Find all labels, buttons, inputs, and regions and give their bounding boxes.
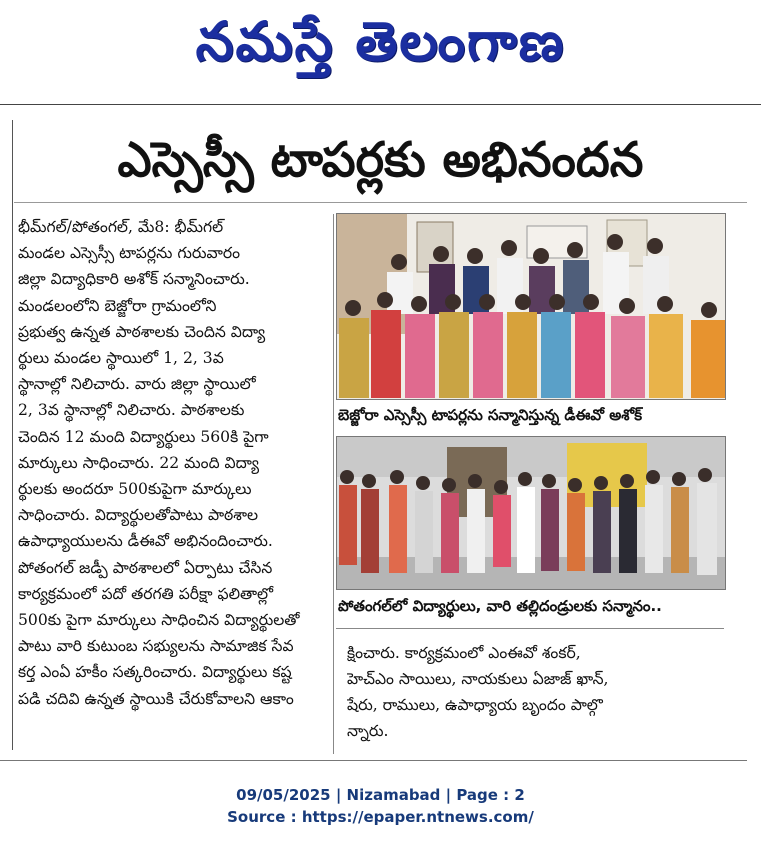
body-line: జిల్లా విద్యాధికారి అశోక్ సన్మానించారు. — [18, 270, 250, 289]
masthead — [0, 0, 761, 80]
body-line: చెందిన 12 మంది విద్యార్థులు 560కి పైగా — [18, 427, 269, 446]
body-line: ప్రభుత్వ ఉన్నత పాఠశాలకు చెందిన విద్యా — [18, 322, 266, 341]
body-line: కర్త ఎంఏ హకీం సత్కరించారు. విద్యార్థులు కష్ట — [18, 663, 292, 682]
body-line: మార్కులు సాధించారు. 22 మంది విద్యా — [18, 453, 259, 472]
column-divider — [333, 214, 334, 754]
headline-divider — [14, 202, 747, 203]
body-line: న్నారు. — [347, 722, 389, 740]
body-line: ఉపాధ్యాయులను డీఈవో అభినందించారు. — [18, 532, 273, 551]
body-line: షేరు, రాములు, ఉపాధ్యాయ బృందం పాల్గొ — [347, 696, 603, 714]
body-line: 500కు పైగా మార్కులు సాధించిన విద్యార్థులతో — [18, 611, 300, 630]
body-line: 2, 3వ స్థానాల్లో నిలిచారు. పాఠశాలకు — [18, 401, 245, 420]
body-line: కార్యక్రమంలో పదో తరగతి పరీక్షా ఫలితాల్లో — [18, 584, 274, 603]
body-line: ర్థులకు అందరూ 500కుపైగా మార్కులు — [18, 480, 252, 499]
body-line: పాటు వారి కుటుంబ సభ్యులను సామాజిక సేవ — [18, 637, 294, 656]
photo-pothangal-felicitation — [336, 436, 726, 590]
body-line: భీమ్‌గల్/పోతంగల్, మే8: భీమ్‌గల్ — [18, 218, 224, 236]
source-link[interactable]: Source : https://epaper.ntnews.com/ — [227, 808, 534, 826]
body-line: పడి చదివి ఉన్నత స్థాయికి చేరుకోవాలని ఆకాం — [18, 689, 294, 708]
left-margin-rule — [0, 120, 13, 750]
body-line: మండల ఎస్సెస్సీ టాపర్లను గురువారం — [18, 244, 241, 263]
masthead-divider — [0, 104, 761, 105]
edition-info: 09/05/2025 | Nizamabad | Page : 2 — [236, 786, 525, 804]
body-line: స్థానాల్లో నిలిచారు. వారు జిల్లా స్థాయిలో — [18, 375, 256, 394]
body-line: సాధించారు. విద్యార్థులతోపాటు పాఠశాల — [18, 506, 259, 525]
photo-bejjora-toppers — [336, 213, 726, 400]
photo1-caption: బెజ్జోరా ఎస్సెస్సీ టాపర్లను సన్మానిస్తున్న డీఈవో అశోక్ — [338, 406, 643, 424]
body-line: ర్థులు మండల స్థాయిలో 1, 2, 3వ — [18, 349, 224, 368]
article-body-left — [18, 214, 326, 754]
article-headline: ఎస్సెస్సీ టాపర్లకు అభినందన — [117, 132, 644, 188]
body-line: పోతంగల్ జడ్పీ పాఠశాలలో ఏర్పాటు చేసిన — [18, 558, 273, 577]
article-body-right — [347, 640, 727, 760]
body-line: మండలంలోని బెజ్జోరా గ్రామంలోని — [18, 296, 217, 315]
crowd-photo-illustration — [337, 437, 725, 589]
photo2-caption: పోతంగల్‌లో విద్యార్థులు, వారి తల్లిదండ్రులకు సన్మానం.. — [338, 597, 662, 615]
body-line: హెచ్‌ఎం సాయిలు, నాయకులు ఏజాజ్ ఖాన్, — [347, 670, 609, 688]
footer-divider — [0, 760, 747, 761]
body-line: క్షించారు. కార్యక్రమంలో ఎంఈవో శంకర్, — [347, 644, 581, 662]
group-photo-illustration — [337, 214, 725, 399]
caption-divider — [336, 628, 724, 629]
newspaper-logo: నమస్తే తెలంగాణ — [195, 9, 566, 73]
